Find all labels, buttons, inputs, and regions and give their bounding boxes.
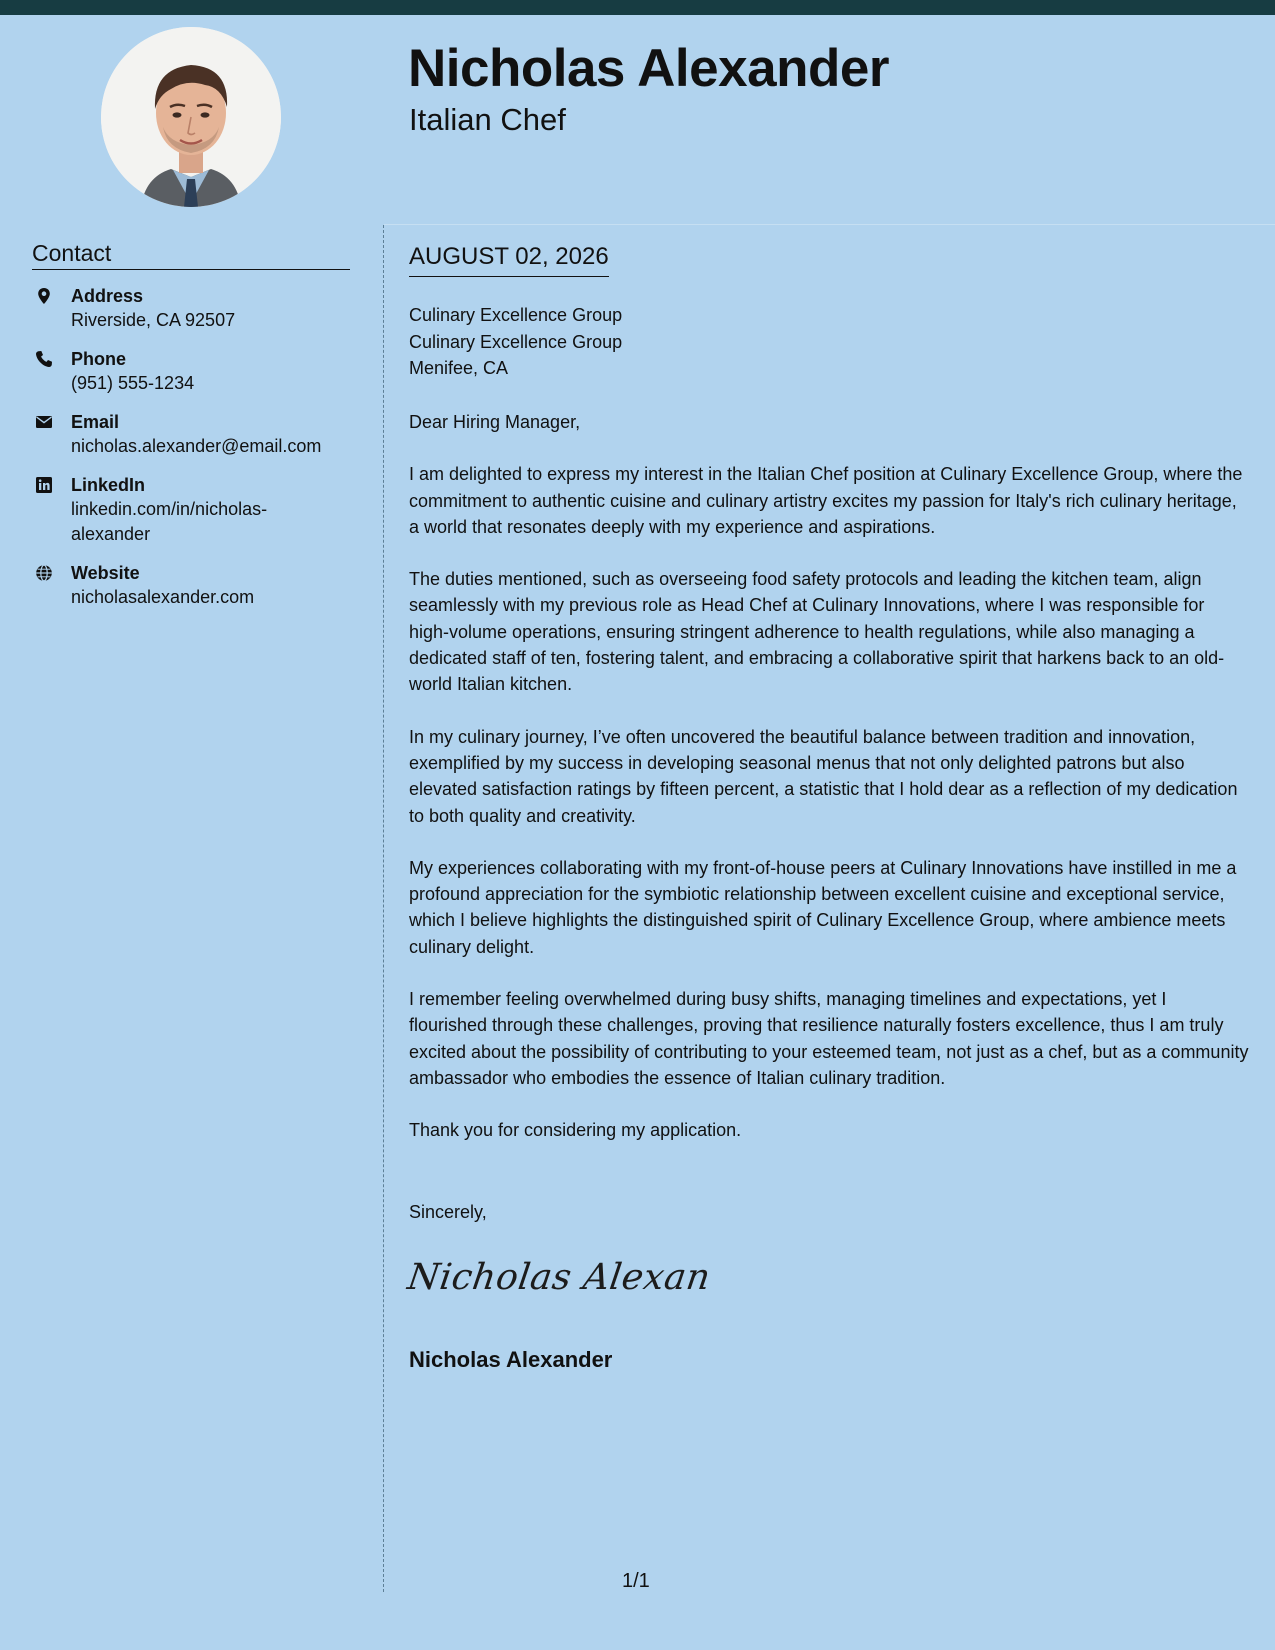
contact-value[interactable]: nicholas.alexander@email.com (71, 436, 322, 456)
letter-paragraph: I am delighted to express my interest in the Italian Chef position at Culinary Excellence Group, where the commitment to authentic cuisine and culinary artistry excites my passion for Italy's rich culinary heritage, a world that resonates deeply with my experience and aspirations. (409, 464, 1243, 537)
candidate-name: Nicholas Alexander (408, 39, 889, 98)
letter-paragraph: In my culinary journey, I’ve often uncovered the beautiful balance between tradition and innovation, exemplified by my success in developing seasonal menus that not only delighted patrons but also elevated satisfaction ratings by fifteen percent, a statistic that I hold dear as a reflection of my dedication to both quality and creativity. (409, 726, 1238, 826)
contact-value: (951) 555-1234 (71, 373, 195, 393)
contact-label: Phone (71, 349, 127, 369)
column-divider (383, 225, 384, 1592)
letter-paragraph: My experiences collaborating with my front-of-house peers at Culinary Innovations have instilled in me a profound appreciation for the symbiotic relationship between excellent cuisine and exceptional service, which I believe highlights the distinguished spirit of Culinary Excellence Group, where ambience meets culinary delight. (409, 857, 1237, 957)
phone-icon (35, 350, 53, 368)
top-accent-bar (0, 0, 1275, 15)
signer-name: Nicholas Alexander (409, 1347, 613, 1372)
contact-value: Riverside, CA 92507 (71, 310, 236, 330)
contact-phone (32, 347, 352, 396)
contact-value[interactable]: nicholasalexander.com (71, 587, 255, 607)
letter-paragraph: The duties mentioned, such as overseeing food safety protocols and leading the kitchen team, align seamlessly with my previous role as Head Chef at Culinary Innovations, where I was responsible for high-volume operations, ensuring stringent adherence to health regulations, while also managing a dedicated staff of ten, fostering talent, and embracing a collaborative spirit that harkens back to an old-world Italian kitchen. (409, 569, 1225, 695)
closing: Sincerely, (409, 1202, 487, 1222)
contact-linkedin (32, 473, 352, 547)
recipient-line: Culinary Excellence Group (409, 305, 623, 325)
letter-paragraph: I remember feeling overwhelmed during busy shifts, managing timelines and expectations, yet I flourished through these challenges, proving that resilience naturally fosters excellence, thus I am truly excited about the possibility of contributing to your esteemed team, not just as a chef, but as a community ambassador who embodies the essence of Italian culinary tradition. (409, 989, 1249, 1088)
map-pin-icon (35, 287, 53, 305)
contact-label: Address (71, 286, 144, 306)
recipient-line: Menifee, CA (409, 358, 509, 378)
contact-value[interactable]: linkedin.com/in/nicholas-alexander (71, 499, 268, 544)
envelope-icon (35, 413, 53, 431)
linkedin-icon (35, 476, 53, 494)
contact-heading: Contact (32, 240, 350, 270)
contact-address (32, 284, 352, 333)
handwritten-signature: Nicholas Alexan (405, 1257, 714, 1298)
candidate-title: Italian Chef (409, 102, 566, 137)
contact-email (32, 410, 352, 459)
letter-paragraph: Thank you for considering my application. (409, 1120, 742, 1141)
page-number: 1/1 (622, 1570, 650, 1592)
contact-website (32, 561, 352, 610)
globe-icon (35, 564, 53, 582)
contact-label: Email (71, 412, 120, 432)
letter-date: AUGUST 02, 2026 (409, 243, 609, 277)
recipient-block (409, 302, 622, 382)
letter-body (409, 409, 1249, 1170)
contact-list (32, 284, 352, 624)
contact-label: LinkedIn (71, 475, 146, 495)
salutation: Dear Hiring Manager, (409, 412, 581, 432)
contact-label: Website (71, 563, 140, 583)
recipient-line: Culinary Excellence Group (409, 331, 623, 352)
profile-photo (101, 27, 281, 207)
header-divider (384, 224, 1275, 225)
